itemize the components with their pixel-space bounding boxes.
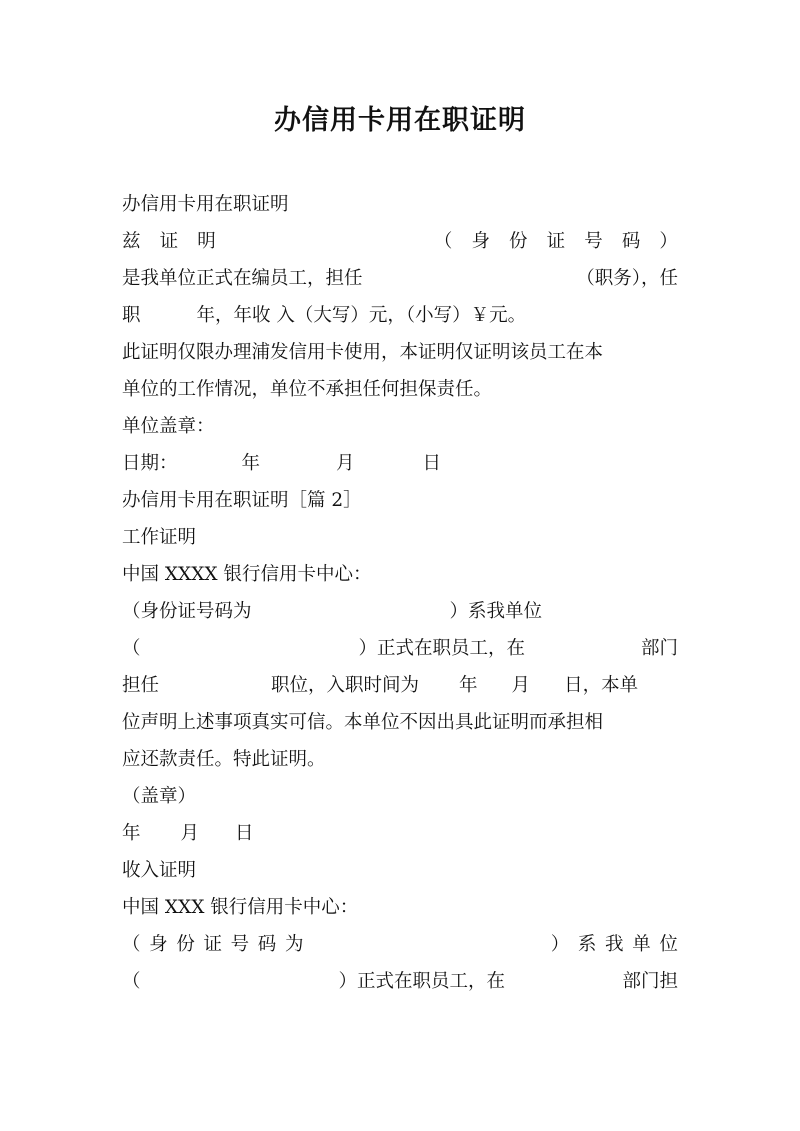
certify-char: 证 bbox=[159, 231, 179, 252]
usage-paragraph-1: 此证明仅限办理浦发信用卡使用，本证明仅证明该员工在本 bbox=[122, 342, 604, 363]
income-id-char: （ bbox=[122, 934, 141, 955]
income-id-char: ） bbox=[550, 934, 570, 955]
seal-label: 单位盖章： bbox=[122, 416, 215, 437]
income-id-char: 码 bbox=[257, 934, 277, 955]
work-employee-line bbox=[122, 630, 678, 667]
hire-year-label: 年 bbox=[459, 675, 478, 696]
income-paren-open: （ bbox=[122, 971, 141, 992]
income-employed-text: ）正式在职员工，在 bbox=[338, 971, 506, 992]
income-id-char: 单 bbox=[632, 934, 651, 955]
income-id-char: 我 bbox=[605, 934, 624, 955]
income-employer-paren bbox=[122, 963, 505, 1000]
document-body bbox=[122, 186, 678, 1000]
employer-paren bbox=[122, 630, 525, 667]
work-month-label: 月 bbox=[180, 823, 200, 844]
month-label: 月 bbox=[336, 453, 355, 474]
employed-text: ）正式在职员工，在 bbox=[358, 638, 526, 659]
employee-text: 是我单位正式在编员工，担任 bbox=[122, 268, 363, 289]
declaration-paragraph-1: 位声明上述事项真实可信。本单位不因出具此证明而承担相 bbox=[122, 712, 604, 733]
income-id-char: 身 bbox=[149, 934, 168, 955]
hire-month-label: 月 bbox=[511, 675, 531, 696]
id-char: 证 bbox=[546, 231, 566, 252]
work-year-label: 年 bbox=[122, 823, 141, 844]
section1-heading: 办信用卡用在职证明 bbox=[122, 194, 289, 215]
declaration-paragraph-2: 应还款责任。特此证明。 bbox=[122, 749, 326, 770]
id-char: 码 bbox=[621, 231, 641, 252]
income-text: 年，年收 入（大写）元，（小写）￥元。 bbox=[196, 305, 527, 326]
work-position-line bbox=[122, 667, 678, 704]
year-label: 年 bbox=[241, 453, 261, 474]
certify-char: 兹 bbox=[122, 231, 141, 252]
income-id-char: 证 bbox=[203, 934, 222, 955]
id-char: 身 bbox=[471, 231, 490, 252]
income-id-char: 位 bbox=[659, 934, 678, 955]
income-employee-line bbox=[122, 963, 678, 1000]
section2-heading: 办信用卡用在职证明［篇 2］ bbox=[122, 490, 362, 511]
income-id-line bbox=[122, 926, 678, 963]
income-id-char: 份 bbox=[176, 934, 195, 955]
income-cert-addressee: 中国 XXX 银行信用卡中心： bbox=[122, 897, 359, 918]
work-cert-heading: 工作证明 bbox=[122, 527, 197, 548]
usage-paragraph-2: 单位的工作情况，单位不承担任何担保责任。 bbox=[122, 379, 493, 400]
date-label: 日期： bbox=[122, 453, 178, 474]
income-department-text: 部门担 bbox=[622, 971, 678, 992]
id-char: 号 bbox=[584, 231, 603, 252]
employee-line bbox=[122, 260, 678, 297]
work-day-label: 日 bbox=[235, 823, 254, 844]
department-text: 部门 bbox=[640, 638, 678, 659]
id-close-text: ）系我单位 bbox=[449, 601, 543, 622]
stamp-label: （盖章） bbox=[122, 786, 197, 807]
work-cert-addressee: 中国 XXXX 银行信用卡中心： bbox=[122, 564, 372, 585]
work-date-line bbox=[122, 815, 678, 852]
id-char: ） bbox=[659, 231, 678, 252]
id-open-text: （身份证号码为 bbox=[122, 601, 252, 622]
id-char: （ bbox=[433, 231, 453, 252]
hire-day-text: 日，本单 bbox=[564, 675, 639, 696]
position-hire-text: 职位，入职时间为 bbox=[271, 675, 420, 696]
certify-line bbox=[122, 223, 678, 260]
income-id-char: 系 bbox=[577, 934, 597, 955]
id-char: 份 bbox=[509, 231, 528, 252]
paren-open: （ bbox=[122, 638, 141, 659]
income-cert-heading: 收入证明 bbox=[122, 860, 197, 881]
day-label: 日 bbox=[422, 453, 442, 474]
position-text: （职务），任 bbox=[576, 268, 678, 289]
tenure-label: 职 bbox=[122, 305, 141, 326]
date-line bbox=[122, 445, 678, 482]
income-id-char: 为 bbox=[284, 934, 304, 955]
work-id-line bbox=[122, 593, 678, 630]
income-line bbox=[122, 297, 678, 334]
income-id-char: 号 bbox=[230, 934, 250, 955]
hold-text: 担任 bbox=[122, 675, 160, 696]
document-title: 办信用卡用在职证明 bbox=[274, 105, 526, 136]
certify-char: 明 bbox=[197, 231, 216, 252]
